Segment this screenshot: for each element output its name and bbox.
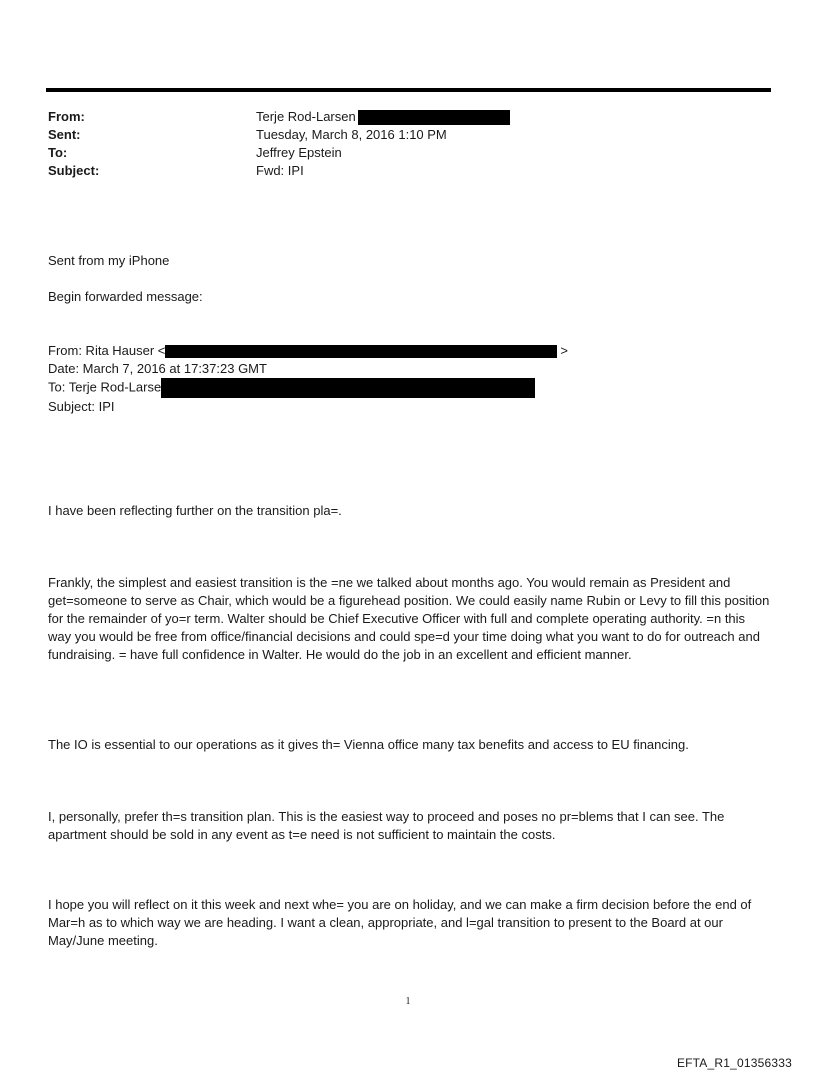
- forwarded-from-row: [48, 342, 568, 360]
- redaction-block: [358, 110, 510, 125]
- forwarded-to-text: To: Terje Rod-Larse: [48, 379, 162, 395]
- header-divider-rule: [46, 88, 771, 92]
- email-header: [48, 108, 748, 180]
- from-name: Terje Rod-Larsen: [256, 109, 356, 124]
- to-value: Jeffrey Epstein: [256, 145, 342, 160]
- sent-row: [48, 126, 748, 144]
- redaction-block: [161, 378, 535, 398]
- redaction-block: [165, 345, 557, 358]
- sent-value: Tuesday, March 8, 2016 1:10 PM: [256, 127, 447, 142]
- body-paragraph-5: I hope you will reflect on it this week and next whe= you are on holiday, and we can make a firm decision before the end of Mar=h as to which way we are heading. I want a clean, appropriate, and l=gal transition to present to the Board at our May/June meeting.: [48, 897, 752, 948]
- to-row: [48, 144, 748, 162]
- body-paragraph-1: I have been reflecting further on the transition pla=.: [48, 503, 342, 518]
- forwarded-from-text: From: Rita Hauser <: [48, 343, 166, 358]
- page-number: 1: [405, 996, 411, 1007]
- bates-number: EFTA_R1_01356333: [676, 1056, 792, 1070]
- to-label: To:: [48, 145, 68, 160]
- from-row: [48, 108, 748, 126]
- forwarded-header: [48, 342, 568, 416]
- forwarded-date-row: Date: March 7, 2016 at 17:37:23 GMT: [48, 361, 267, 376]
- sent-label: Sent:: [48, 127, 81, 142]
- body-paragraph-3: The IO is essential to our operations as it gives th= Vienna office many tax benefits and access to EU financing.: [48, 737, 689, 752]
- sent-from-line: Sent from my iPhone: [48, 253, 170, 268]
- from-value: [256, 108, 510, 126]
- subject-value: Fwd: IPI: [256, 163, 304, 178]
- forwarded-to-row: [48, 378, 568, 398]
- forwarded-from-end: >: [560, 343, 568, 358]
- body-paragraph-4: I, personally, prefer th=s transition plan. This is the easiest way to proceed and poses no pr=blems that I can see. The apartment should be sold in any event as t=e need is not sufficient to maintain the costs.: [48, 809, 725, 842]
- subject-label: Subject:: [48, 163, 100, 178]
- body-paragraph-2: Frankly, the simplest and easiest transition is the =ne we talked about months ago. You would remain as President and get=someone to serve as Chair, which would be a figurehead position. We could easily name Rubin or Levy to fill this position for the remainder of yo=r term. Walter should be Chief Executive Officer with full and complete operating authority. =n this way you would be free from office/financial decisions and could spe=d your time doing what you want to do for outreach and fundraising. = have full confidence in Walter. He would do the job in an excellent and efficient manner.: [48, 575, 770, 662]
- from-label: From:: [48, 109, 85, 124]
- begin-forwarded-line: Begin forwarded message:: [48, 289, 203, 304]
- subject-row: [48, 162, 748, 180]
- forwarded-subject-row: Subject: IPI: [48, 399, 115, 414]
